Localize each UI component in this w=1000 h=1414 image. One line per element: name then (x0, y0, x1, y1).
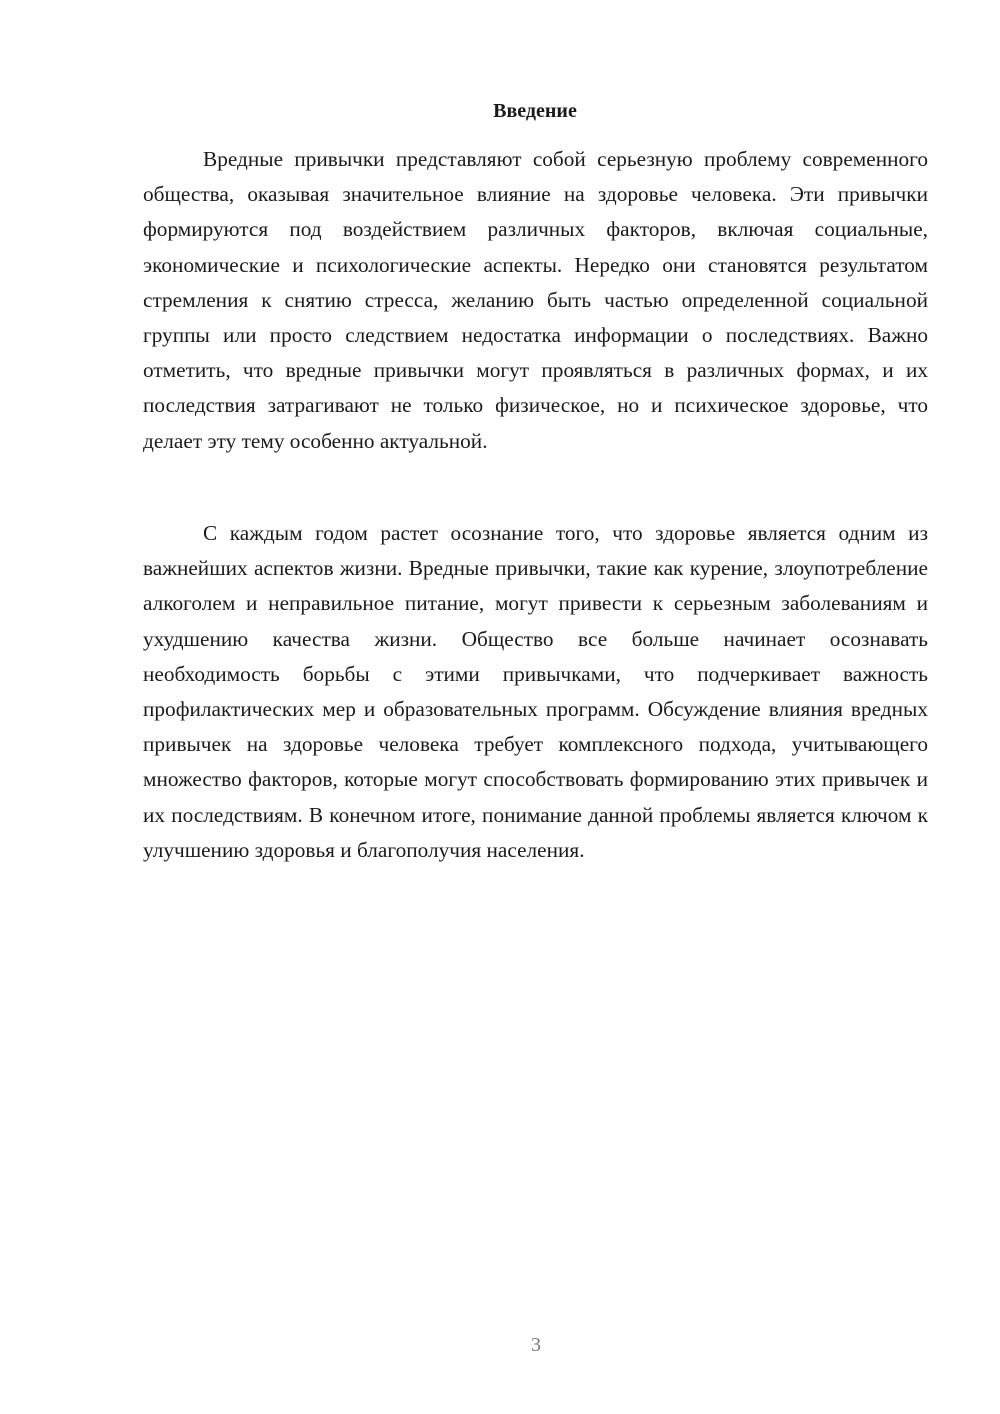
section-title: Введение (493, 100, 577, 122)
paragraph-2: С каждым годом растет осознание того, что здоровье является одним из важнейших аспектов жизни. Вредные привычки, такие как курение, злоупотребление алкоголем и неправильное питание, могут привести к серьезным заболеваниям и ухудшению качества жизни. Общество все больше начинает осознавать необходимость борьбы с этими привычками, что подчеркивает важность профилактических мер и образовательных программ. Обсуждение влияния вредных привычек на здоровье человека требует комплексного подхода, учитывающего множество факторов, которые могут способствовать формированию этих привычек и их последствиям. В конечном итоге, понимание данной проблемы является ключом к улучшению здоровья и благополучия населения. (143, 521, 928, 862)
paragraph-1: Вредные привычки представляют собой серьезную проблему современного общества, оказывая значительное влияние на здоровье человека. Эти привычки формируются под воздействием различных факторов, включая социальные, экономические и психологические аспекты. Нередко они становятся результатом стремления к снятию стресса, желанию быть частью определенной социальной группы или просто следствием недостатка информации о последствиях. Важно отметить, что вредные привычки могут проявляться в различных формах, и их последствия затрагивают не только физическое, но и психическое здоровье, что делает эту тему особенно актуальной. (143, 147, 928, 453)
page-number: 3 (531, 1334, 541, 1356)
